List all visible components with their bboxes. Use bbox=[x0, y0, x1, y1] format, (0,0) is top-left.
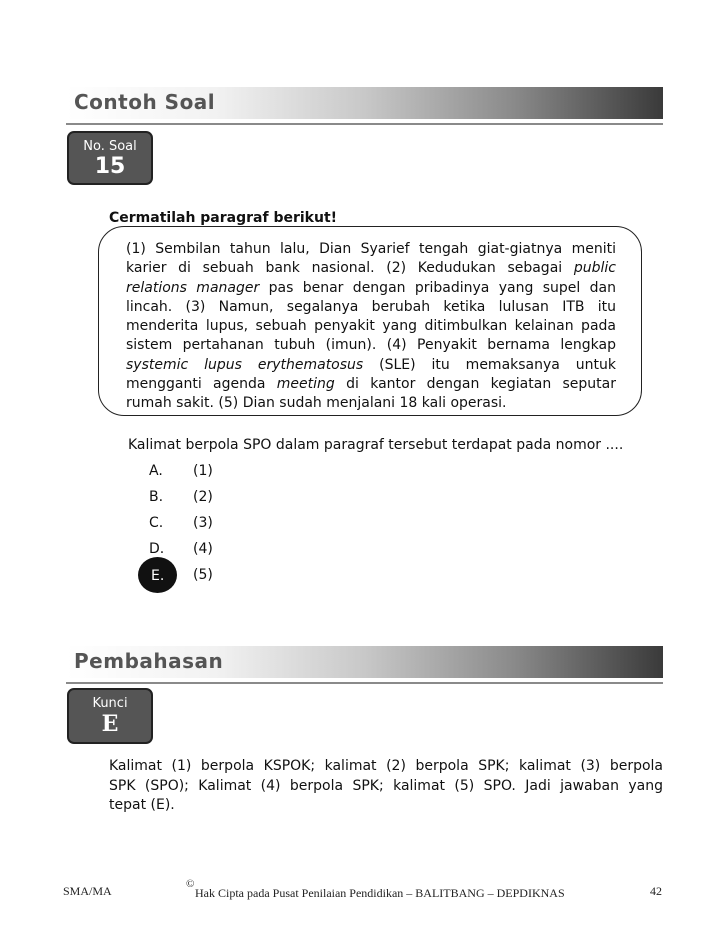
option-letter: D. bbox=[149, 541, 165, 557]
option-letter: B. bbox=[149, 489, 164, 505]
option-a[interactable] bbox=[149, 463, 213, 479]
discussion-line: tepat (E). bbox=[109, 797, 175, 813]
option-letter: C. bbox=[149, 515, 164, 531]
option-value: (1) bbox=[193, 463, 213, 479]
answer-key-letter: E bbox=[101, 711, 119, 737]
question-text: Kalimat berpola SPO dalam paragraf tersebut terdapat pada nomor .... bbox=[128, 437, 624, 453]
passage-line bbox=[126, 336, 616, 355]
passage-text: di kantor dengan kegiatan seputar bbox=[334, 376, 617, 393]
passage-italic-term: relations manager bbox=[126, 279, 260, 296]
option-letter: A. bbox=[149, 463, 163, 479]
passage-text: lincah. (3) Namun, segalanya berubah ketika lulusan ITB itu bbox=[126, 298, 616, 315]
section-divider bbox=[66, 123, 663, 125]
section-divider bbox=[66, 682, 663, 684]
discussion-text bbox=[109, 757, 663, 816]
section-banner-pembahasan bbox=[66, 646, 663, 678]
passage-italic-term: public bbox=[573, 260, 616, 277]
passage-italic-term: systemic lupus erythematosus bbox=[126, 356, 364, 373]
passage-line bbox=[126, 394, 616, 413]
answer-key-badge bbox=[67, 688, 153, 744]
passage-italic-term: meeting bbox=[276, 376, 335, 393]
discussion-line: Kalimat (1) berpola KSPOK; kalimat (2) berpola SPK; kalimat (3) berpola bbox=[109, 758, 663, 774]
passage-line bbox=[126, 298, 616, 317]
question-number-label: No. Soal bbox=[83, 139, 137, 154]
option-value: (4) bbox=[193, 541, 213, 557]
section-title: Pembahasan bbox=[74, 649, 224, 673]
section-banner-contoh-soal bbox=[66, 87, 663, 119]
passage-text: sistem pertahanan tubuh (imun). (4) Penyakit bernama lengkap bbox=[126, 337, 616, 354]
instruction: Cermatilah paragraf berikut! bbox=[109, 210, 338, 226]
option-value: (2) bbox=[193, 489, 213, 505]
page-number: 42 bbox=[650, 884, 662, 898]
passage-text: (SLE) itu memaksanya untuk bbox=[363, 356, 616, 373]
option-e-value: (5) bbox=[193, 567, 213, 583]
passage-text: pas benar dengan pribadinya yang supel dan bbox=[259, 279, 616, 296]
passage-line bbox=[126, 240, 616, 259]
section-title: Contoh Soal bbox=[74, 90, 216, 114]
copyright-symbol: © bbox=[186, 878, 195, 890]
passage-line bbox=[126, 375, 616, 394]
question-number: 15 bbox=[94, 154, 126, 179]
passage-text: menderita lupus, sebuah penyakit yang ditimbulkan kelainan pada bbox=[126, 318, 616, 335]
discussion-line: SPK (SPO); Kalimat (4) berpola SPK; kalimat (5) SPO. Jadi jawaban yang bbox=[109, 777, 663, 794]
passage-line bbox=[126, 259, 616, 278]
option-c[interactable] bbox=[149, 515, 213, 531]
passage-text: rumah sakit. (5) Dian sudah menjalani 18 kali operasi. bbox=[126, 395, 507, 412]
answer-key-label: Kunci bbox=[92, 696, 128, 711]
option-d[interactable] bbox=[149, 541, 213, 557]
passage-text: (1) Sembilan tahun lalu, Dian Syarief tengah giat-giatnya meniti bbox=[126, 241, 616, 257]
footer-level: SMA/MA bbox=[63, 884, 112, 898]
passage-text: karier di sebuah bank nasional. (2) Kedudukan sebagai bbox=[126, 260, 574, 277]
option-b[interactable] bbox=[149, 489, 213, 505]
passage bbox=[126, 240, 616, 414]
question-number-badge bbox=[67, 131, 153, 185]
passage-line bbox=[126, 356, 616, 375]
passage-text: mengganti agenda bbox=[126, 376, 277, 393]
passage-line bbox=[126, 317, 616, 336]
option-e-letter[interactable]: E. bbox=[151, 568, 165, 584]
passage-line bbox=[126, 279, 616, 298]
option-value: (3) bbox=[193, 515, 213, 531]
footer-copyright: Hak Cipta pada Pusat Penilaian Pendidikan – BALITBANG – DEPDIKNAS bbox=[195, 886, 565, 900]
